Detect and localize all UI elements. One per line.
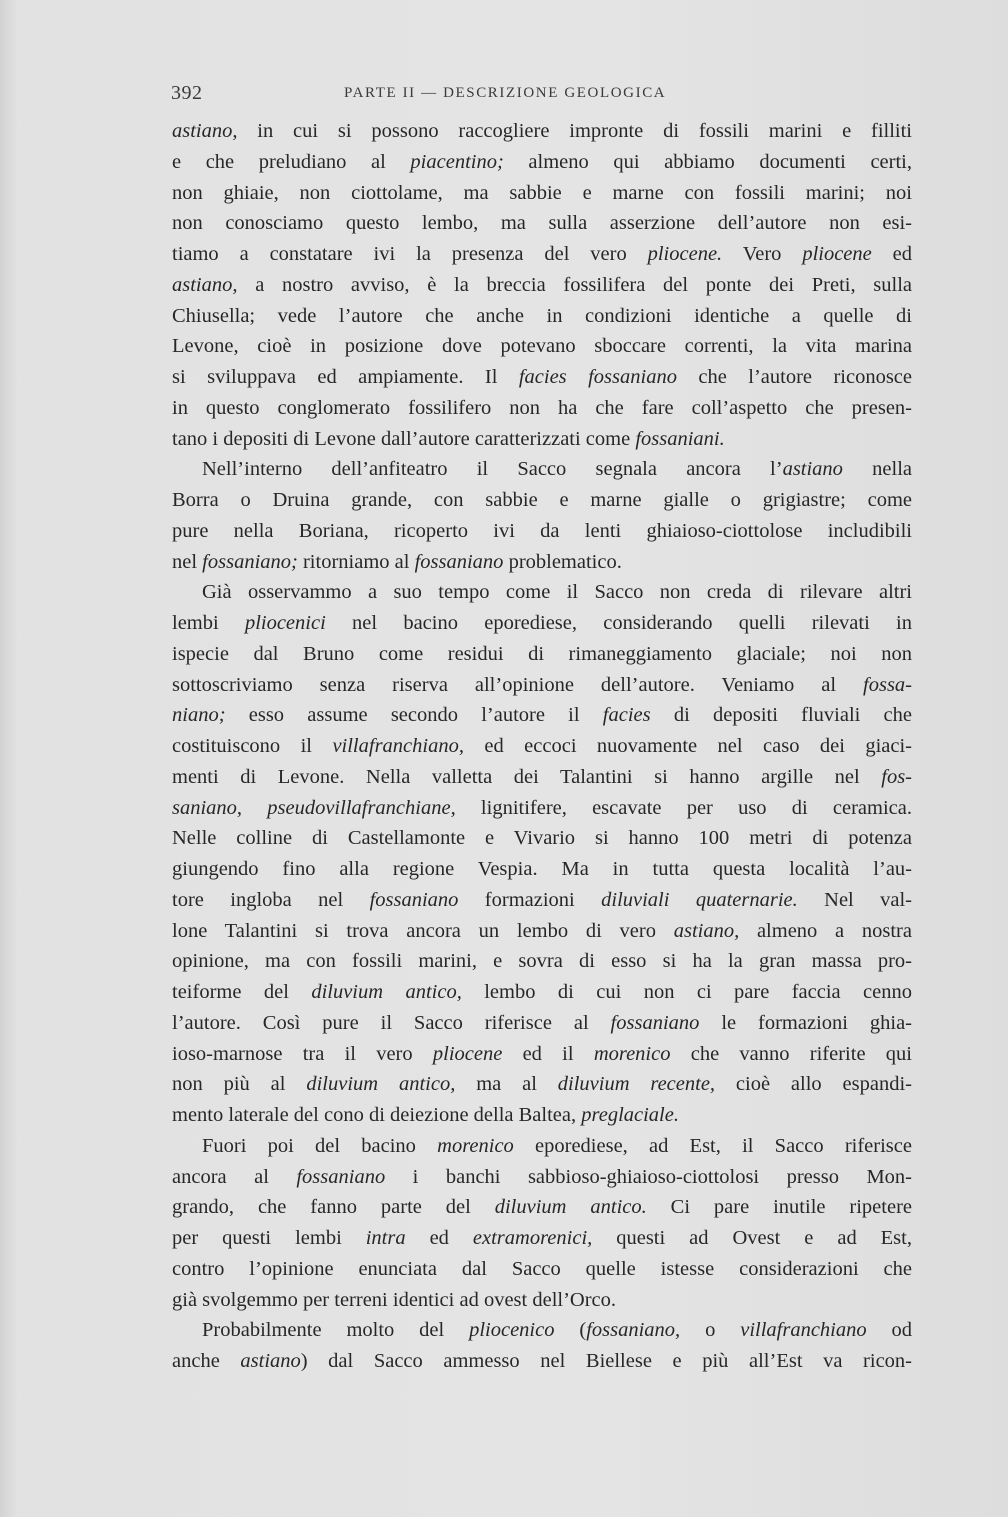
text-run: Già osservammo a suo tempo come il Sacco non creda di rilevare altri (202, 581, 912, 604)
text-line (172, 485, 912, 516)
text-run: i banchi sabbioso-ghiaioso-ciottolosi presso Mon- (385, 1165, 912, 1188)
text-line (172, 1346, 912, 1377)
italic-term: diluvium antico, (306, 1073, 456, 1096)
italic-term: fossaniano; (202, 550, 298, 573)
text-line (172, 639, 912, 670)
italic-term: pliocenico (469, 1319, 555, 1342)
text-run: ) dal Sacco ammesso nel Biellese e più all’Est va ricon- (300, 1350, 912, 1372)
text-run: eporediese, ad Est, il Sacco riferisce (513, 1134, 912, 1157)
italic-term: pliocenici (244, 612, 326, 634)
italic-term: morenico (593, 1042, 671, 1065)
text-run: problematico. (503, 550, 622, 573)
text-run: ( (554, 1319, 587, 1342)
text-line (172, 1223, 912, 1254)
text-run: ispecie dal Bruno come residui di rimaneggiamento glaciale; noi non (172, 642, 912, 665)
text-line (172, 1131, 912, 1162)
page-number: 392 (171, 82, 203, 104)
italic-term: villafranchiano (740, 1319, 867, 1342)
italic-term: niano; (172, 704, 226, 727)
text-line (172, 1254, 912, 1285)
text-run: Levone, cioè in posizione dove potevano sboccare correnti, la vita marina (172, 335, 912, 358)
text-run: od (866, 1319, 912, 1342)
text-run: almeno a nostra (739, 919, 912, 942)
text-run: teiforme del (172, 981, 312, 1003)
text-line (172, 793, 912, 824)
running-head-title: PARTE II — DESCRIZIONE GEOLOGICA (344, 85, 667, 101)
italic-term: astiano, (673, 919, 740, 942)
italic-term: fossaniano, (586, 1319, 681, 1342)
text-run: Ci pare inutile ripetere (646, 1196, 912, 1219)
text-run: ed (405, 1227, 473, 1249)
text-run: contro l’opinione enunciata dal Sacco quelle istesse considerazioni che (172, 1257, 912, 1280)
text-run: l’autore. Così pure il Sacco riferisce al (172, 1011, 611, 1034)
italic-term: fossa- (863, 673, 912, 696)
italic-term: extramorenici, (472, 1227, 593, 1249)
text-run: lignitifere, escavate per uso di ceramica. (455, 796, 912, 819)
text-line (172, 700, 912, 731)
text-line (172, 1008, 912, 1039)
text-run: opinione, ma con fossili marini, e sovra di esso si ha la gran massa pro- (172, 950, 912, 973)
text-line (172, 916, 912, 947)
text-line (172, 731, 912, 762)
text-run: Nelle colline di Castellamonte e Vivario si hanno 100 metri di potenza (172, 827, 912, 850)
italic-term: fossaniano (414, 550, 504, 573)
text-run: ritorniamo al (297, 550, 415, 573)
text-line (172, 1192, 912, 1223)
text-line (172, 270, 912, 301)
italic-term: fossaniani. (635, 427, 725, 450)
text-run: in cui si possono raccogliere impronte di fossili marini e filliti (237, 120, 912, 142)
text-run: ma al (455, 1073, 558, 1096)
running-head (171, 82, 911, 106)
text-line (172, 823, 912, 854)
text-line (172, 547, 912, 578)
text-run: nel (172, 550, 203, 573)
text-run: tore ingloba nel (172, 888, 370, 911)
text-run: cioè allo espandi- (715, 1073, 912, 1096)
text-run: Chiusella; vede l’autore che anche in condizioni identiche a quelle di (172, 304, 912, 327)
text-run: costituiscono il (172, 735, 333, 757)
text-line (172, 885, 912, 916)
text-run: le formazioni ghia- (699, 1011, 912, 1034)
text-run: ioso-marnose tra il vero (172, 1042, 433, 1065)
text-line (172, 516, 912, 547)
italic-term: villafranchiano, (332, 735, 464, 757)
text-run: nella (842, 458, 912, 481)
body-text (172, 116, 912, 1377)
text-line (172, 331, 912, 362)
italic-term: fossaniano (296, 1165, 386, 1188)
italic-term: fossaniano (610, 1011, 700, 1034)
text-run: o (680, 1319, 741, 1342)
italic-term: piacentino; (410, 150, 504, 173)
text-run: già svolgemmo per terreni identici ad ovest dell’Orco. (172, 1288, 617, 1311)
italic-term: astiano, (172, 273, 238, 296)
text-line (172, 208, 912, 239)
text-line (172, 1100, 912, 1131)
italic-term: fos- (881, 765, 912, 788)
text-run: Fuori poi del bacino (202, 1134, 438, 1157)
text-line (172, 1285, 912, 1316)
text-run: per questi lembi (172, 1227, 366, 1249)
italic-term: pliocene (802, 243, 872, 265)
text-run: non più al (172, 1073, 307, 1096)
text-run: lone Talantini si trova ancora un lembo di vero (172, 919, 674, 942)
italic-term: intra (365, 1227, 406, 1249)
italic-term: facies (602, 704, 651, 727)
text-line (172, 762, 912, 793)
text-run: esso assume secondo l’autore il (225, 704, 603, 727)
text-run: Nel val- (797, 888, 912, 911)
text-line (172, 147, 912, 178)
text-run: Probabilmente molto del (202, 1319, 470, 1342)
italic-term: diluvium antico, (311, 981, 462, 1003)
italic-term: pliocene (432, 1042, 503, 1065)
text-run: tiamo a constatare ivi la presenza del vero (172, 243, 648, 265)
italic-term: preglaciale. (581, 1104, 679, 1126)
text-line (172, 362, 912, 393)
text-run: mento laterale del cono di deiezione della Baltea, (172, 1104, 582, 1126)
text-run: in questo conglomerato fossilifero non ha che fare coll’aspetto che presen- (172, 396, 912, 419)
text-run: che l’autore riconosce (676, 366, 912, 388)
text-run: giungendo fino alla regione Vespia. Ma in tutta questa località l’au- (172, 858, 912, 880)
text-line (172, 854, 912, 885)
text-line (172, 946, 912, 977)
italic-term: facies fossaniano (518, 366, 677, 388)
text-line (172, 977, 912, 1008)
text-run: ed eccoci nuovamente nel caso dei giaci- (463, 735, 912, 757)
text-run: anche (172, 1350, 241, 1372)
text-run: di depositi fluviali che (650, 704, 912, 727)
text-run: non ghiaie, non ciottolame, ma sabbie e marne con fossili marini; noi (172, 181, 912, 204)
text-run: si sviluppava ed ampiamente. Il (172, 366, 519, 388)
text-run: questi ad Ovest e ad Est, (592, 1227, 912, 1249)
italic-term: astiano, (172, 120, 238, 142)
text-run: ancora al (172, 1165, 297, 1188)
text-run: grando, che fanno parte del (172, 1196, 495, 1219)
italic-term: astiano (240, 1350, 301, 1372)
italic-term: astiano (782, 458, 843, 481)
text-run: ed (871, 243, 912, 265)
text-line (172, 116, 912, 147)
italic-term: diluvium recente, (557, 1073, 716, 1096)
text-run: che vanno riferite qui (670, 1042, 912, 1065)
text-run: ed il (502, 1042, 594, 1065)
text-run: Borra o Druina grande, con sabbie e marne gialle o grigiastre; come (172, 489, 912, 511)
italic-term: fossaniano (369, 888, 459, 911)
italic-term: saniano, pseudovillafranchiane, (172, 796, 456, 819)
text-line (172, 301, 912, 332)
text-run: menti di Levone. Nella valletta dei Talantini si hanno argille nel (172, 765, 882, 788)
text-line (172, 1069, 912, 1100)
text-run: non conosciamo questo lembo, ma sulla asserzione dell’autore non esi- (172, 212, 912, 235)
text-run: lembo di cui non ci pare faccia cenno (461, 981, 912, 1003)
text-line (172, 424, 912, 455)
text-run: pure nella Boriana, ricoperto ivi da lenti ghiaioso-ciottolose includibili (172, 519, 912, 542)
text-line (172, 577, 912, 608)
text-run: almeno qui abbiamo documenti certi, (503, 150, 912, 173)
text-line (172, 393, 912, 424)
text-line (172, 670, 912, 701)
text-run: sottoscriviamo senza riserva all’opinione dell’autore. Veniamo al (172, 673, 864, 696)
text-line (172, 1315, 912, 1346)
text-run: e che preludiano al (172, 150, 411, 173)
text-line (172, 608, 912, 639)
text-run: Nell’interno dell’anfiteatro il Sacco segnala ancora l’ (202, 458, 783, 481)
text-run: tano i depositi di Levone dall’autore caratterizzati come (172, 427, 636, 450)
text-run: Vero (722, 243, 803, 265)
italic-term: diluviali quaternarie. (601, 888, 798, 911)
text-line (172, 454, 912, 485)
text-line (172, 239, 912, 270)
italic-term: morenico (437, 1134, 514, 1157)
text-run: nel bacino eporediese, considerando quelli rilevati in (325, 612, 912, 634)
text-run: a nostro avviso, è la breccia fossilifera del ponte dei Preti, sulla (237, 273, 912, 296)
italic-term: pliocene. (647, 243, 723, 265)
text-run: lembi (172, 612, 245, 634)
text-line (172, 178, 912, 209)
text-line (172, 1162, 912, 1193)
text-run: formazioni (458, 888, 602, 911)
text-line (172, 1039, 912, 1070)
italic-term: diluvium antico. (494, 1196, 647, 1219)
